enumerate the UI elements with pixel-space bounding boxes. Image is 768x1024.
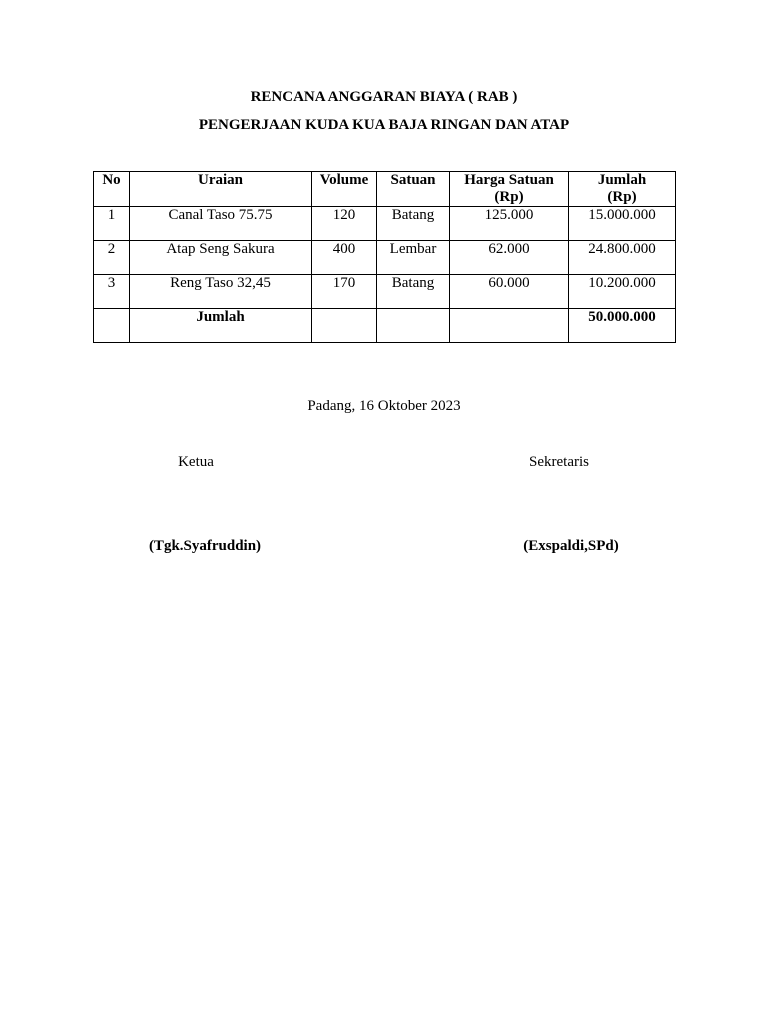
signature-name-right: (Exspaldi,SPd) bbox=[523, 538, 619, 554]
cell-no: 1 bbox=[94, 207, 130, 241]
total-value: 50.000.000 bbox=[569, 309, 676, 343]
cell-volume: 170 bbox=[312, 275, 377, 309]
table-row bbox=[94, 241, 676, 275]
header-harga-satuan bbox=[450, 172, 569, 207]
header-satuan: Satuan bbox=[377, 172, 450, 207]
header-jumlah-line1: Jumlah bbox=[597, 172, 647, 188]
cell-harga-satuan: 62.000 bbox=[450, 241, 569, 275]
cell-harga-satuan: 125.000 bbox=[450, 207, 569, 241]
signature-role-right: Sekretaris bbox=[529, 454, 589, 470]
cell-empty bbox=[377, 309, 450, 343]
cell-no: 3 bbox=[94, 275, 130, 309]
table-total-row bbox=[94, 309, 676, 343]
document-subtitle: PENGERJAAN KUDA KUA BAJA RINGAN DAN ATAP bbox=[198, 117, 570, 133]
place-date: Padang, 16 Oktober 2023 bbox=[307, 398, 461, 414]
signature-role-left: Ketua bbox=[178, 454, 214, 470]
total-label: Jumlah bbox=[130, 309, 312, 343]
cell-uraian: Atap Seng Sakura bbox=[130, 241, 312, 275]
header-harga-satuan-line1: Harga Satuan bbox=[464, 172, 554, 188]
cell-uraian: Reng Taso 32,45 bbox=[130, 275, 312, 309]
header-no: No bbox=[94, 172, 130, 207]
header-uraian: Uraian bbox=[130, 172, 312, 207]
header-harga-satuan-line2: (Rp) bbox=[494, 189, 524, 205]
cell-satuan: Lembar bbox=[377, 241, 450, 275]
cell-harga-satuan: 60.000 bbox=[450, 275, 569, 309]
cell-satuan: Batang bbox=[377, 275, 450, 309]
budget-table bbox=[93, 171, 676, 343]
header-jumlah-line2: (Rp) bbox=[607, 189, 637, 205]
document-title: RENCANA ANGGARAN BIAYA ( RAB ) bbox=[250, 89, 518, 105]
table-row bbox=[94, 275, 676, 309]
header-volume: Volume bbox=[312, 172, 377, 207]
cell-uraian: Canal Taso 75.75 bbox=[130, 207, 312, 241]
table-header-row bbox=[94, 172, 676, 207]
cell-volume: 400 bbox=[312, 241, 377, 275]
signature-name-left: (Tgk.Syafruddin) bbox=[148, 538, 262, 554]
cell-jumlah: 10.200.000 bbox=[569, 275, 676, 309]
cell-jumlah: 24.800.000 bbox=[569, 241, 676, 275]
cell-satuan: Batang bbox=[377, 207, 450, 241]
cell-no: 2 bbox=[94, 241, 130, 275]
cell-volume: 120 bbox=[312, 207, 377, 241]
header-jumlah bbox=[569, 172, 676, 207]
cell-jumlah: 15.000.000 bbox=[569, 207, 676, 241]
cell-empty bbox=[450, 309, 569, 343]
table-row bbox=[94, 207, 676, 241]
cell-empty bbox=[94, 309, 130, 343]
cell-empty bbox=[312, 309, 377, 343]
